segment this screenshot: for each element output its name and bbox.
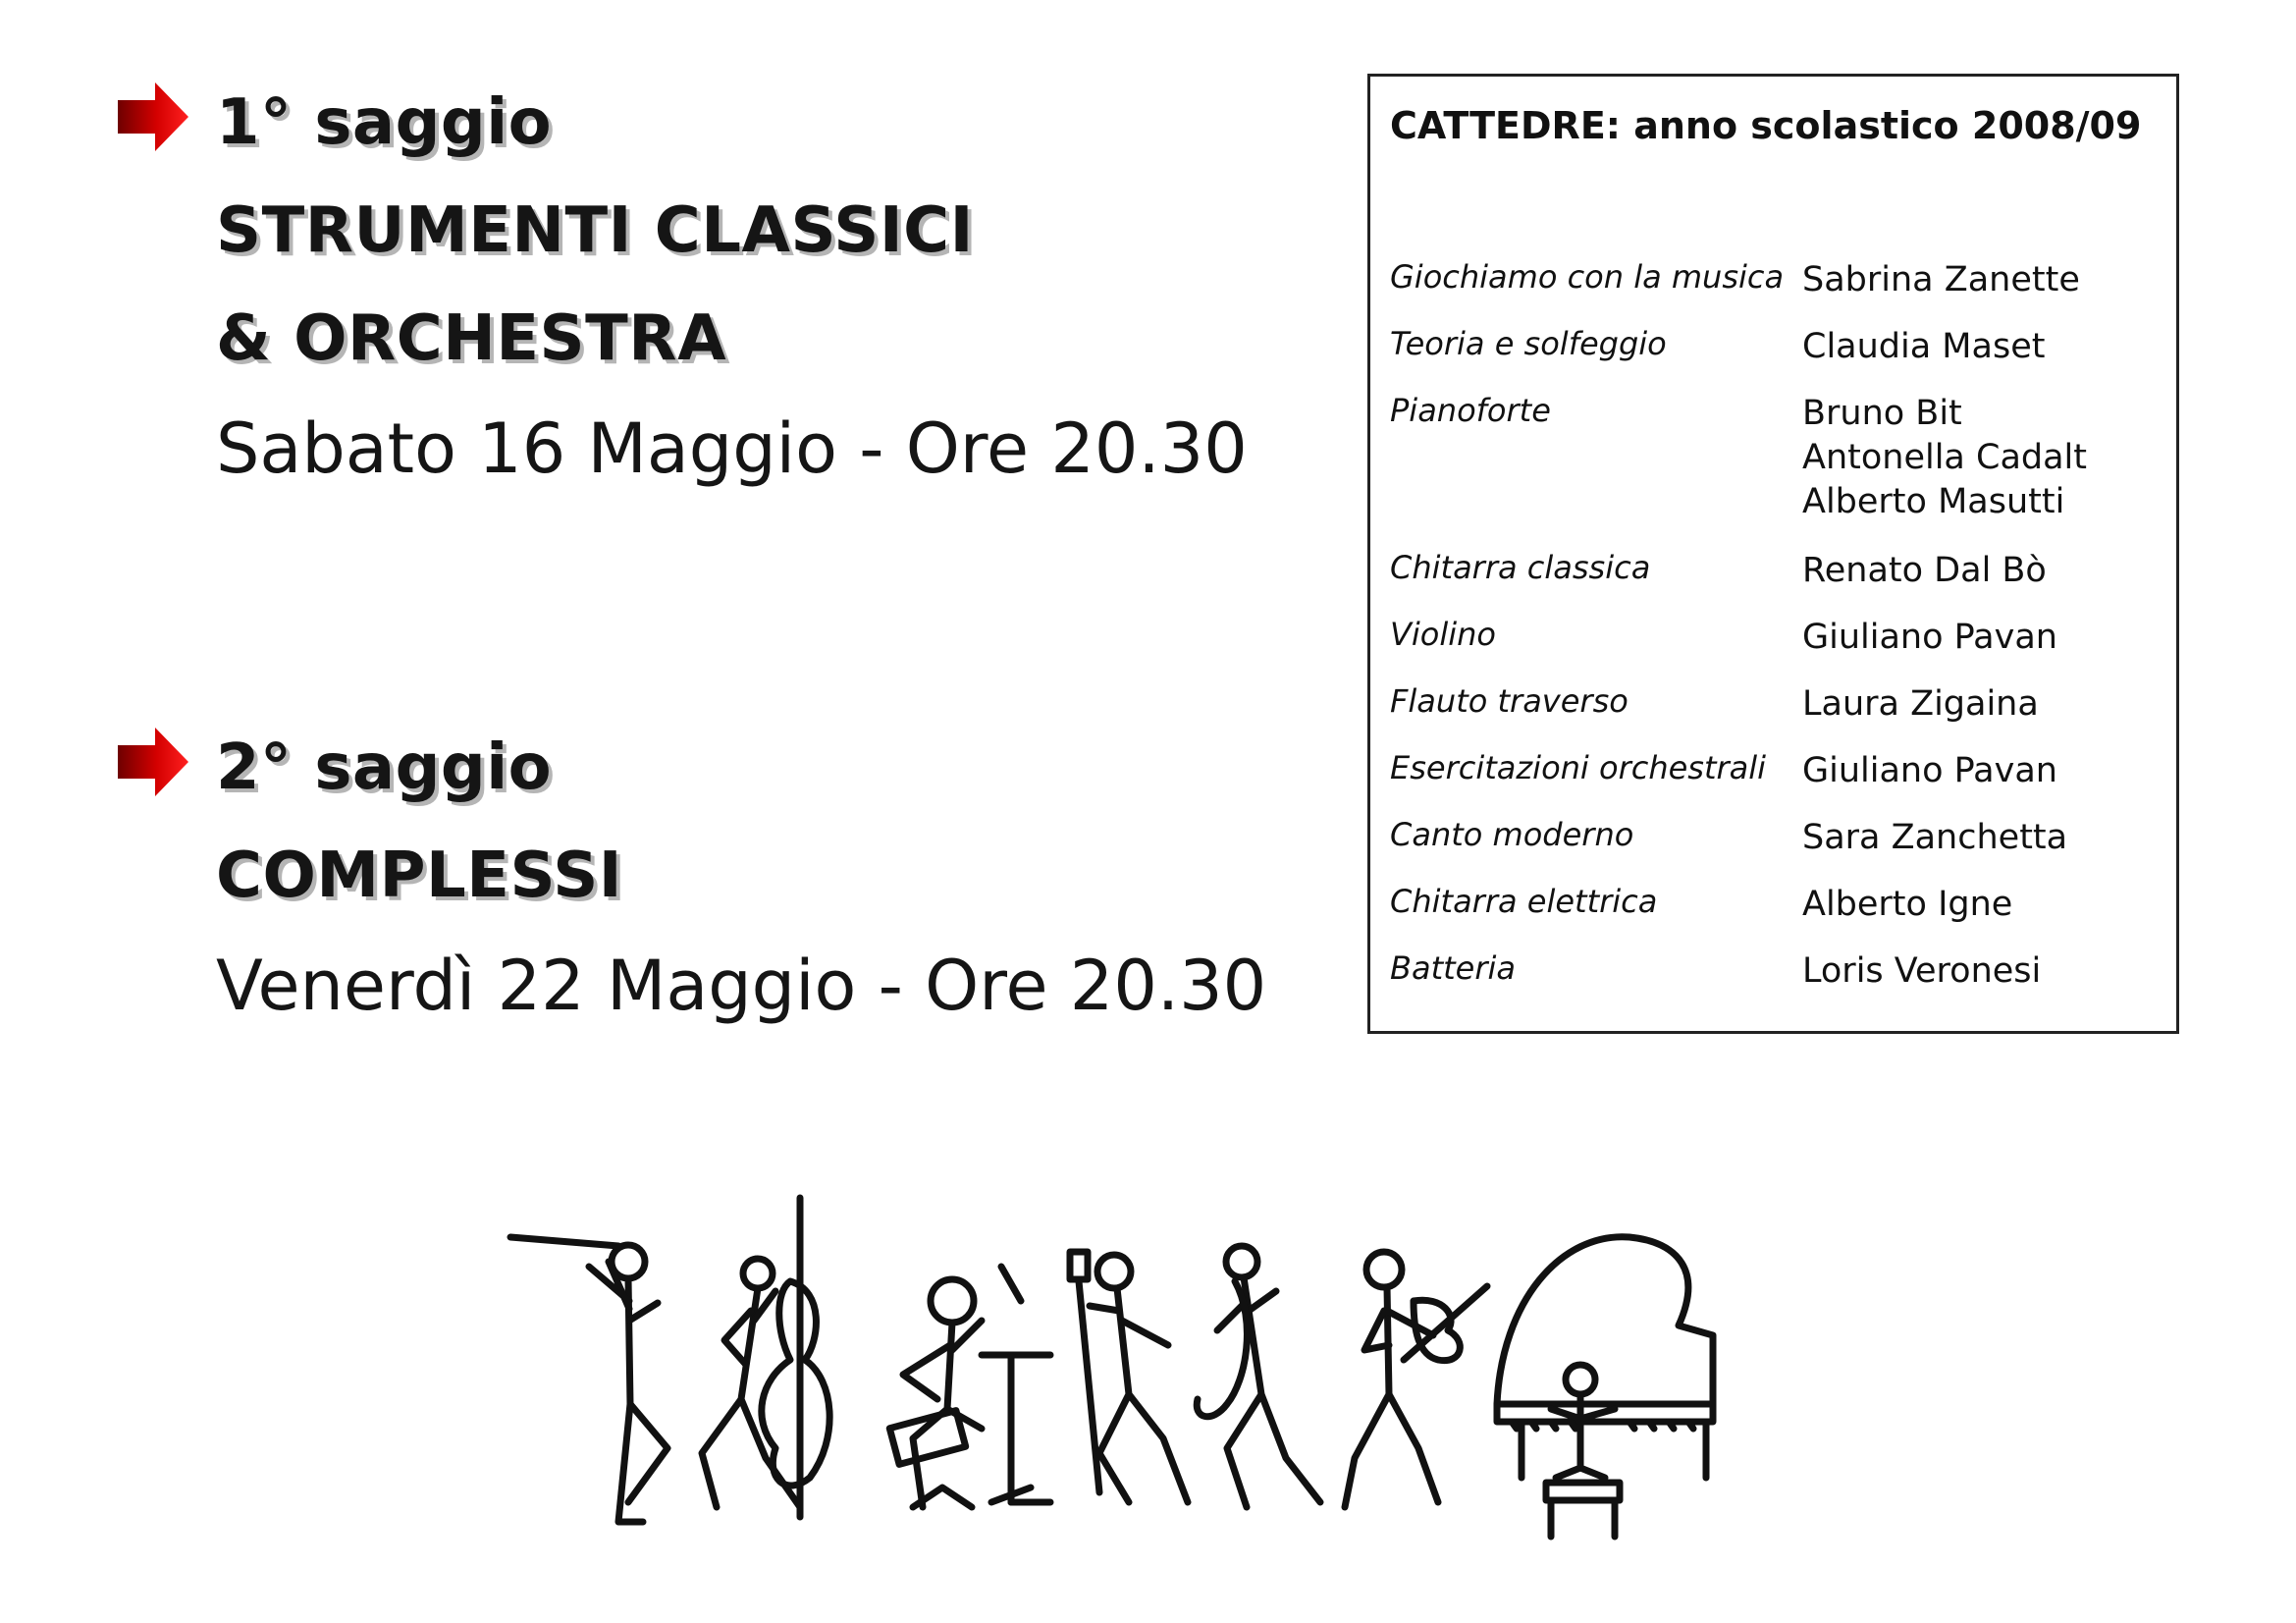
- subject-label: Canto moderno: [1390, 816, 1634, 853]
- teacher-name: Alberto Masutti: [1802, 482, 2065, 521]
- teacher-name: Giuliano Pavan: [1802, 618, 2057, 657]
- cattedre-title: CATTEDRE: anno scolastico 2008/09: [1390, 104, 2142, 147]
- teacher-name: Renato Dal Bò: [1802, 551, 2047, 590]
- subject-label: Violino: [1390, 616, 1496, 653]
- violinist-figure: [1345, 1252, 1487, 1507]
- teacher-name: Alberto Igne: [1802, 885, 2013, 924]
- subject-label: Teoria e solfeggio: [1390, 325, 1667, 362]
- teacher-name: Sara Zanchetta: [1802, 818, 2068, 857]
- flute-player-figure: [510, 1237, 667, 1522]
- teacher-name: Giuliano Pavan: [1802, 751, 2057, 790]
- subject-label: Pianoforte: [1390, 392, 1551, 429]
- teacher-name: Antonella Cadalt: [1802, 438, 2087, 477]
- event-1-title: 1° saggio: [216, 86, 553, 159]
- subject-label: Chitarra classica: [1390, 549, 1651, 586]
- teacher-name: Claudia Maset: [1802, 327, 2046, 366]
- subject-label: Flauto traverso: [1390, 682, 1629, 720]
- saxophone-player-figure: [1197, 1246, 1320, 1507]
- double-bass-player-figure: [702, 1198, 829, 1517]
- subject-label: Giochiamo con la musica: [1390, 258, 1785, 296]
- event-2-subtitle-line-1: COMPLESSI: [216, 839, 623, 912]
- musicians-illustration: [501, 1183, 1796, 1556]
- event-1-subtitle-line-1: STRUMENTI CLASSICI: [216, 194, 974, 267]
- subject-label: Chitarra elettrica: [1390, 883, 1658, 920]
- red-arrow-icon: [118, 82, 188, 151]
- event-2-title: 2° saggio: [216, 731, 553, 804]
- teacher-name: Bruno Bit: [1802, 394, 1962, 433]
- teacher-name: Laura Zigaina: [1802, 684, 2039, 724]
- pianist-figure: [1497, 1237, 1713, 1537]
- singer-figure: [1070, 1252, 1188, 1502]
- event-2-date: Venerdì 22 Maggio - Ore 20.30: [216, 946, 1267, 1026]
- drummer-figure: [889, 1267, 1050, 1507]
- teacher-name: Sabrina Zanette: [1802, 260, 2080, 299]
- red-arrow-icon: [118, 728, 188, 796]
- event-1-subtitle-line-2: & ORCHESTRA: [216, 302, 727, 375]
- event-1-date: Sabato 16 Maggio - Ore 20.30: [216, 408, 1248, 489]
- subject-label: Batteria: [1390, 949, 1516, 987]
- subject-label: Esercitazioni orchestrali: [1390, 749, 1767, 786]
- teacher-name: Loris Veronesi: [1802, 951, 2042, 991]
- cattedre-box: [1367, 74, 2179, 1034]
